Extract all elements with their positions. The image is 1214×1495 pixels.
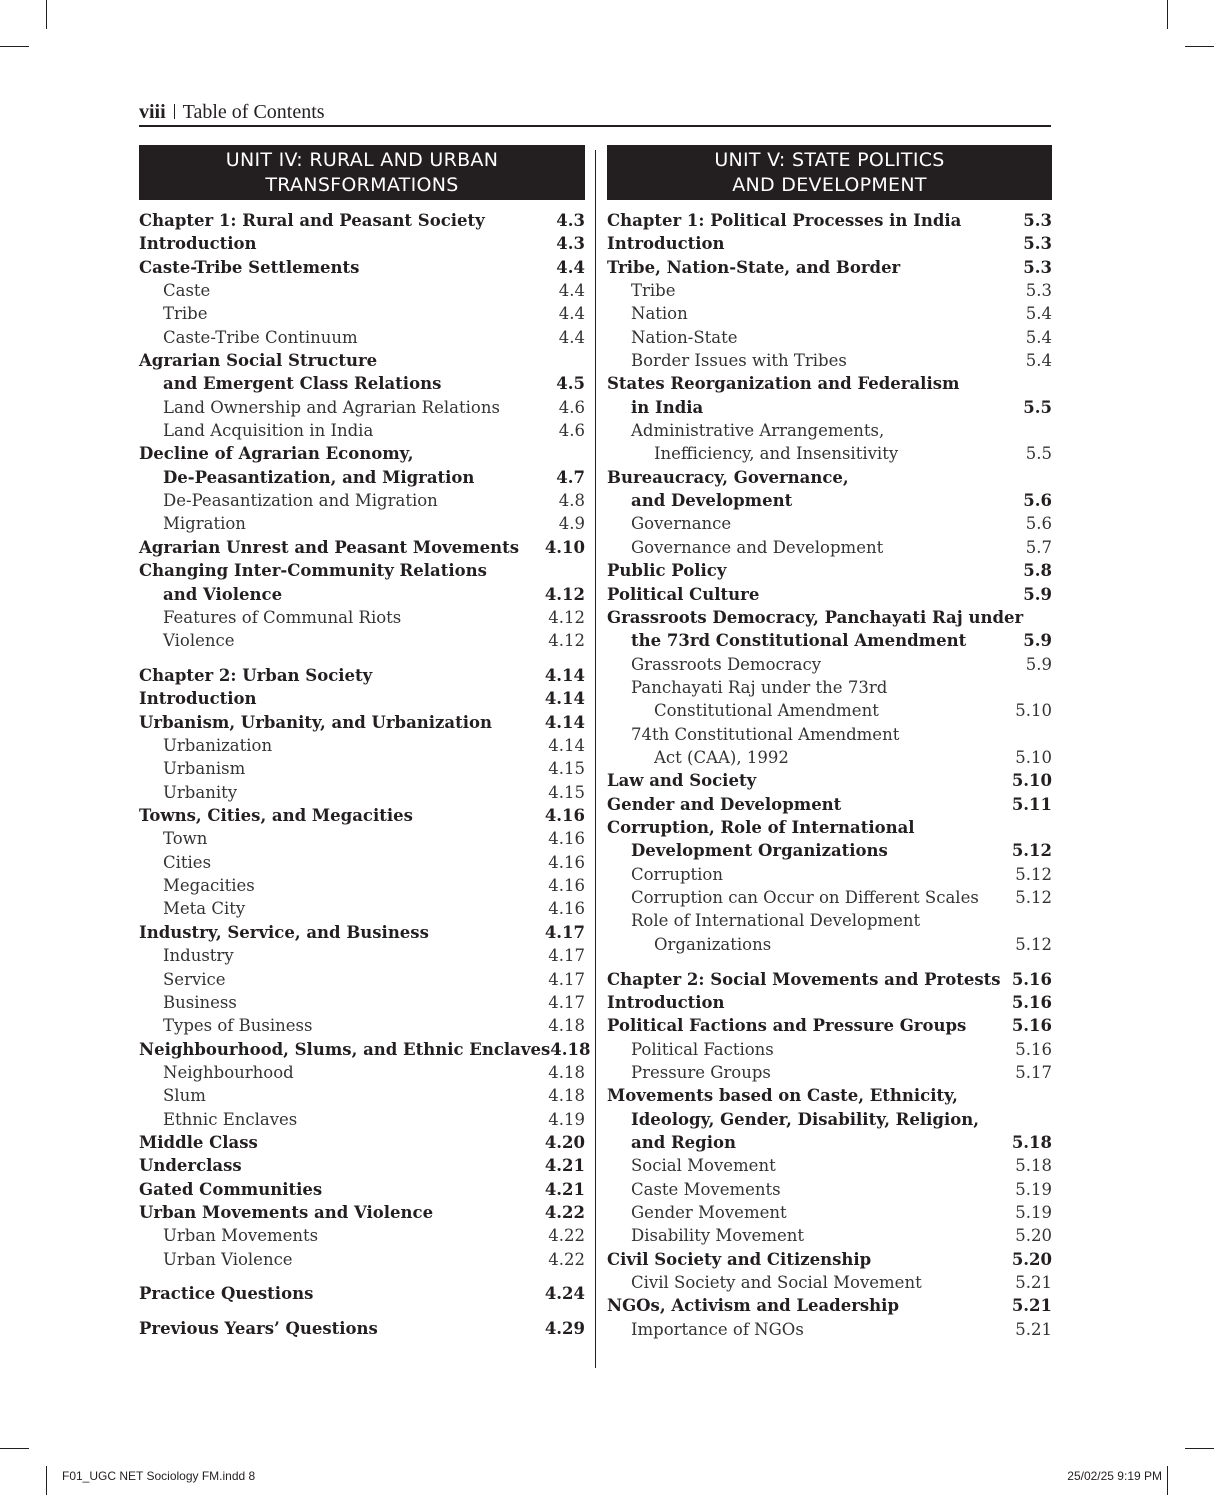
toc-page-number: 5.11	[1011, 794, 1052, 814]
toc-entry	[607, 816, 1052, 839]
toc-entry	[139, 664, 585, 687]
toc-entry	[607, 1271, 1052, 1294]
toc-page-number: 5.16	[1011, 992, 1052, 1012]
toc-entry-title: Bureaucracy, Governance,	[607, 467, 849, 487]
toc-entry-title: the 73rd Constitutional Amendment	[631, 631, 967, 651]
crop-mark	[1167, 1466, 1168, 1495]
toc-entry-title: Introduction	[607, 992, 725, 1012]
running-head	[139, 100, 1051, 124]
toc-entry-title: Gender Movement	[631, 1202, 787, 1222]
toc-entry-title: Megacities	[163, 876, 255, 896]
toc-entry	[139, 944, 585, 967]
toc-entry	[607, 512, 1052, 535]
toc-page-number: 4.16	[548, 852, 585, 872]
toc-entry	[139, 1201, 585, 1224]
toc-entry-title: Grassroots Democracy	[631, 654, 822, 674]
toc-entry-title: Tribe	[163, 304, 208, 324]
toc-entry-title: Neighbourhood, Slums, and Ethnic Enclaves	[139, 1039, 551, 1059]
toc-entry-title: Urban Movements and Violence	[139, 1202, 434, 1222]
toc-entry-title: Tribe	[631, 281, 676, 301]
toc-entry	[607, 1038, 1052, 1061]
toc-page-number: 4.4	[558, 281, 585, 301]
toc-entry	[607, 442, 1052, 465]
crop-mark	[1185, 1448, 1214, 1449]
toc-entry	[139, 991, 585, 1014]
toc-entry	[607, 1224, 1052, 1247]
toc-entry	[607, 1294, 1052, 1317]
toc-page-number: 4.29	[544, 1319, 585, 1339]
toc-entry-title: Administrative Arrangements,	[631, 421, 885, 441]
toc-page-number: 5.5	[1023, 397, 1052, 417]
toc-entry-title: Urbanism	[163, 759, 246, 779]
toc-entry-title: De-Peasantization and Migration	[163, 491, 438, 511]
toc-page-number: 5.3	[1023, 211, 1052, 230]
toc-page-number: 5.10	[1011, 771, 1052, 791]
toc-page-number: 4.4	[558, 304, 585, 324]
toc-entry	[139, 734, 585, 757]
toc-entry-title: Gated Communities	[139, 1179, 323, 1199]
toc-page-number: 5.5	[1025, 444, 1052, 464]
toc-entry	[139, 349, 585, 372]
toc-page-number: 4.18	[548, 1086, 585, 1106]
toc-entry-title: Political Factions	[631, 1039, 774, 1059]
toc-entry	[139, 1108, 585, 1131]
toc-entry	[139, 629, 585, 652]
toc-entry	[607, 1061, 1052, 1084]
toc-entry	[607, 769, 1052, 792]
toc-column-unit-iv	[139, 145, 591, 1341]
toc-entry-title: Grassroots Democracy, Panchayati Raj under	[607, 607, 1024, 627]
toc-entry-title: Gender and Development	[607, 794, 842, 814]
toc-entry	[607, 489, 1052, 512]
unit-title-line: AND DEVELOPMENT	[732, 173, 927, 196]
toc-page-number: 5.6	[1025, 514, 1052, 534]
toc-entry	[139, 827, 585, 850]
toc-entry	[139, 1282, 585, 1305]
toc-entry-title: Chapter 1: Political Processes in India	[607, 211, 962, 230]
toc-entry-title: Underclass	[139, 1156, 242, 1176]
toc-entry-title: Migration	[163, 514, 246, 534]
toc-entry-title: Civil Society and Citizenship	[607, 1249, 872, 1269]
toc-page-number: 4.14	[544, 666, 585, 686]
toc-entry	[139, 897, 585, 920]
toc-entry	[139, 442, 585, 465]
toc-entry-title: Middle Class	[139, 1132, 258, 1152]
crop-mark	[1167, 0, 1168, 29]
toc-entries	[139, 209, 591, 1341]
toc-entry	[139, 372, 585, 395]
toc-entry-title: Violence	[163, 631, 235, 651]
toc-page-number: 5.4	[1025, 327, 1052, 347]
toc-page-number: 5.19	[1015, 1202, 1052, 1222]
toc-entry	[139, 1061, 585, 1084]
toc-entry	[607, 1131, 1052, 1154]
toc-entry	[139, 256, 585, 279]
toc-entry	[607, 1248, 1052, 1271]
toc-page-number: 4.21	[544, 1179, 585, 1199]
toc-entry-title: Land Ownership and Agrarian Relations	[163, 397, 500, 417]
toc-page-number: 5.18	[1011, 1132, 1052, 1152]
toc-entry-title: Organizations	[654, 934, 772, 954]
toc-page-number: 4.16	[544, 806, 585, 826]
toc-entry	[607, 583, 1052, 606]
toc-page-number: 4.16	[548, 829, 585, 849]
toc-entry	[139, 1317, 585, 1340]
toc-page-number: 4.3	[556, 211, 585, 230]
toc-entry-title: Chapter 2: Social Movements and Protests	[607, 969, 1001, 989]
toc-page-number: 4.3	[556, 234, 585, 254]
toc-page-number: 5.9	[1023, 584, 1052, 604]
toc-entry	[139, 536, 585, 559]
toc-entry-title: Law and Society	[607, 771, 757, 791]
toc-entry-title: Role of International Development	[631, 911, 921, 931]
toc-entry-title: Practice Questions	[139, 1284, 314, 1304]
toc-entry-title: Nation-State	[631, 327, 738, 347]
toc-entry	[139, 583, 585, 606]
toc-entry-title: Disability Movement	[631, 1226, 804, 1246]
toc-page-number: 4.4	[556, 257, 585, 277]
crop-mark	[0, 46, 29, 47]
toc-entry-title: Chapter 2: Urban Society	[139, 666, 373, 686]
toc-entry-title: Constitutional Amendment	[654, 701, 879, 721]
toc-entry	[607, 676, 1052, 699]
toc-entry	[607, 372, 1052, 395]
toc-page-number: 4.7	[556, 467, 585, 487]
toc-page-number: 4.10	[544, 537, 585, 557]
toc-page-number: 4.22	[548, 1249, 585, 1269]
toc-entry-title: Importance of NGOs	[631, 1319, 804, 1339]
toc-entry	[607, 256, 1052, 279]
toc-entry-title: and Development	[631, 491, 793, 511]
toc-page-number: 5.10	[1015, 747, 1052, 767]
toc-entry-title: Town	[163, 829, 208, 849]
toc-page-number: 5.8	[1023, 561, 1052, 581]
toc-entry-title: Governance and Development	[631, 537, 884, 557]
toc-entry	[607, 1154, 1052, 1177]
toc-entry-title: Previous Years’ Questions	[139, 1319, 378, 1339]
toc-entry	[139, 1014, 585, 1037]
toc-entry-title: Changing Inter-Community Relations	[139, 561, 487, 581]
toc-page-number: 5.17	[1015, 1062, 1052, 1082]
toc-page-number: 5.4	[1025, 304, 1052, 324]
toc-page-number: 5.9	[1023, 631, 1052, 651]
toc-entry	[607, 839, 1052, 862]
toc-entry	[607, 863, 1052, 886]
toc-page-number: 5.20	[1011, 1249, 1052, 1269]
toc-entry	[607, 466, 1052, 489]
toc-entry	[139, 851, 585, 874]
toc-entry	[139, 396, 585, 419]
toc-entry	[607, 909, 1052, 932]
toc-page-number: 5.7	[1025, 537, 1052, 557]
toc-page-number: 4.17	[548, 969, 585, 989]
toc-entry-title: Movements based on Caste, Ethnicity,	[607, 1086, 958, 1106]
toc-entry	[607, 1201, 1052, 1224]
toc-page-number: 4.6	[558, 397, 585, 417]
toc-page-number: 4.5	[556, 374, 585, 394]
toc-entry	[607, 349, 1052, 372]
toc-page-number: 5.3	[1023, 257, 1052, 277]
toc-entry	[607, 396, 1052, 419]
toc-page-number: 4.24	[544, 1284, 585, 1304]
toc-page-number: 4.14	[544, 712, 585, 732]
toc-entry	[139, 757, 585, 780]
toc-entry-title: Slum	[163, 1086, 206, 1106]
toc-entry	[607, 968, 1052, 991]
toc-page-number: 5.9	[1025, 654, 1052, 674]
unit-title-line: UNIT IV: RURAL AND URBAN	[225, 148, 499, 171]
header-separator	[174, 104, 175, 119]
toc-page-number: 5.20	[1015, 1226, 1052, 1246]
toc-page-number: 5.16	[1015, 1039, 1052, 1059]
toc-entry	[139, 279, 585, 302]
toc-entry	[607, 629, 1052, 652]
toc-entry-title: Political Factions and Pressure Groups	[607, 1016, 967, 1036]
toc-entry-title: Agrarian Unrest and Peasant Movements	[139, 537, 520, 557]
toc-page-number: 4.17	[548, 946, 585, 966]
toc-entry-title: Caste-Tribe Settlements	[139, 257, 360, 277]
toc-entry-title: Towns, Cities, and Megacities	[139, 806, 413, 826]
slug-date-time: 25/02/25 9:19 PM	[1067, 1469, 1162, 1483]
toc-page-number: 5.3	[1023, 234, 1052, 254]
unit-title-line: UNIT V: STATE POLITICS	[714, 148, 945, 171]
toc-page-number: 5.21	[1015, 1319, 1052, 1339]
crop-mark	[46, 0, 47, 29]
toc-entry-title: Political Culture	[607, 584, 760, 604]
toc-entry-title: Social Movement	[631, 1156, 776, 1176]
toc-entry	[607, 793, 1052, 816]
toc-entry	[607, 1108, 1052, 1131]
toc-entry-title: Introduction	[139, 234, 257, 254]
toc-entry	[607, 559, 1052, 582]
toc-page-number: 4.12	[548, 607, 585, 627]
toc-entry	[139, 1038, 591, 1061]
toc-entry-title: Governance	[631, 514, 732, 534]
toc-page-number: 5.16	[1011, 969, 1052, 989]
toc-entry	[607, 279, 1052, 302]
toc-entry	[607, 991, 1052, 1014]
toc-entry-title: Border Issues with Tribes	[631, 351, 847, 371]
toc-page-number: 4.6	[558, 421, 585, 441]
toc-page-number: 4.16	[548, 899, 585, 919]
toc-entry-title: Caste-Tribe Continuum	[163, 327, 358, 347]
toc-entry	[607, 1178, 1052, 1201]
unit-title-line: TRANSFORMATIONS	[265, 173, 459, 196]
toc-entry	[139, 1248, 585, 1271]
toc-entry-title: Act (CAA), 1992	[654, 747, 789, 767]
toc-page-number: 5.12	[1015, 887, 1052, 907]
toc-entry-title: Ideology, Gender, Disability, Religion,	[631, 1109, 979, 1129]
toc-entry	[607, 886, 1052, 909]
toc-entry-title: and Region	[631, 1132, 736, 1152]
toc-page-number: 4.17	[548, 992, 585, 1012]
toc-page-number: 4.15	[548, 782, 585, 802]
toc-page-number: 5.12	[1015, 864, 1052, 884]
toc-page-number: 4.16	[548, 876, 585, 896]
toc-page-number: 4.18	[550, 1039, 591, 1059]
toc-page-number: 4.18	[548, 1062, 585, 1082]
toc-entry-title: Public Policy	[607, 561, 727, 581]
toc-page-number: 4.21	[544, 1156, 585, 1176]
toc-page-number: 5.19	[1015, 1179, 1052, 1199]
toc-page-number: 5.16	[1011, 1016, 1052, 1036]
toc-page-number: 4.12	[548, 631, 585, 651]
toc-entry-title: Tribe, Nation-State, and Border	[607, 257, 901, 277]
toc-page-number: 4.15	[548, 759, 585, 779]
toc-entry	[139, 804, 585, 827]
toc-entry-title: Inefficiency, and Insensitivity	[654, 444, 899, 464]
toc-page-number: 4.20	[544, 1132, 585, 1152]
toc-entry-title: Industry, Service, and Business	[139, 922, 429, 942]
column-divider	[595, 150, 596, 1368]
toc-page-number: 5.21	[1011, 1296, 1052, 1316]
toc-page-number: 4.14	[548, 736, 585, 756]
toc-entry-title: States Reorganization and Federalism	[607, 374, 960, 394]
toc-entry-title: Service	[163, 969, 226, 989]
toc-entry	[139, 1084, 585, 1107]
crop-mark	[46, 1466, 47, 1495]
toc-entry	[139, 921, 585, 944]
toc-entry-title: Civil Society and Social Movement	[631, 1272, 922, 1292]
toc-entry	[139, 606, 585, 629]
toc-entry-title: Chapter 1: Rural and Peasant Society	[139, 211, 485, 230]
toc-entry-title: Caste	[163, 281, 211, 301]
toc-entry-title: Agrarian Social Structure	[139, 351, 378, 371]
toc-entry	[607, 232, 1052, 255]
toc-entry	[139, 1154, 585, 1177]
toc-entry	[607, 606, 1052, 629]
unit-iv-title-box	[139, 145, 585, 200]
toc-entry	[607, 1318, 1052, 1341]
toc-entry	[607, 653, 1052, 676]
toc-page-number: 4.9	[558, 514, 585, 534]
toc-entry	[607, 933, 1052, 956]
toc-page-number: 5.3	[1025, 281, 1052, 301]
toc-entry	[139, 512, 585, 535]
toc-entry-title: Decline of Agrarian Economy,	[139, 444, 414, 464]
toc-entry-title: Business	[163, 992, 237, 1012]
toc-page-number: 4.4	[558, 327, 585, 347]
toc-page-number: 5.10	[1015, 701, 1052, 721]
toc-page-number: 4.17	[544, 922, 585, 942]
toc-column-unit-v	[607, 145, 1052, 1341]
toc-page-number: 4.22	[544, 1202, 585, 1222]
toc-entry-title: Ethnic Enclaves	[163, 1109, 298, 1129]
toc-entry	[607, 302, 1052, 325]
toc-entry	[139, 711, 585, 734]
toc-entry	[607, 723, 1052, 746]
crop-mark	[0, 1448, 29, 1449]
toc-entry	[139, 326, 585, 349]
toc-entry-title: Urban Violence	[163, 1249, 293, 1269]
toc-entry	[607, 699, 1052, 722]
toc-entry-title: Panchayati Raj under the 73rd	[631, 677, 888, 697]
toc-page-number: 4.19	[548, 1109, 585, 1129]
toc-entry-title: Land Acquisition in India	[163, 421, 374, 441]
toc-page-number: 4.22	[548, 1226, 585, 1246]
toc-entry-title: Nation	[631, 304, 688, 324]
toc-entry	[139, 302, 585, 325]
toc-entry	[607, 536, 1052, 559]
toc-page-number: 5.6	[1023, 491, 1052, 511]
toc-entry	[607, 209, 1052, 232]
toc-entry-title: Caste Movements	[631, 1179, 781, 1199]
toc-entry-title: Urban Movements	[163, 1226, 319, 1246]
toc-entry	[139, 781, 585, 804]
toc-entry	[139, 874, 585, 897]
toc-entry-title: NGOs, Activism and Leadership	[607, 1296, 899, 1316]
toc-entry-title: Corruption	[631, 864, 723, 884]
toc-entry	[607, 419, 1052, 442]
toc-entry	[139, 1131, 585, 1154]
toc-entry	[607, 326, 1052, 349]
toc-page-number: 5.4	[1025, 351, 1052, 371]
toc-entry-title: Development Organizations	[631, 841, 888, 861]
toc-page-number: 4.12	[544, 584, 585, 604]
toc-entry-title: De-Peasantization, and Migration	[163, 467, 475, 487]
toc-entry	[139, 209, 585, 232]
toc-entry-title: in India	[631, 397, 704, 417]
toc-entry-title: Meta City	[163, 899, 246, 919]
toc-entry-title: Neighbourhood	[163, 1062, 294, 1082]
toc-entry	[139, 1178, 585, 1201]
toc-entry-title: Corruption can Occur on Different Scales	[631, 887, 979, 907]
toc-entries	[607, 209, 1052, 1341]
unit-v-title-box	[607, 145, 1052, 200]
toc-entry-title: and Emergent Class Relations	[163, 374, 442, 394]
header-rule	[139, 125, 1051, 127]
toc-entry-title: Cities	[163, 852, 212, 872]
slug-file-name: F01_UGC NET Sociology FM.indd 8	[62, 1469, 256, 1483]
toc-entry	[139, 968, 585, 991]
toc-page-number: 5.21	[1015, 1272, 1052, 1292]
toc-entry	[139, 466, 585, 489]
toc-entry	[607, 746, 1052, 769]
page-folio: viii	[139, 101, 166, 123]
toc-entry	[139, 489, 585, 512]
toc-entry-title: Introduction	[139, 689, 257, 709]
toc-entry-title: Corruption, Role of International	[607, 817, 915, 837]
toc-entry-title: Urbanity	[163, 782, 238, 802]
toc-entry	[139, 419, 585, 442]
toc-entry-title: Types of Business	[163, 1016, 313, 1036]
toc-entry-title: 74th Constitutional Amendment	[631, 724, 900, 744]
toc-page-number: 4.14	[544, 689, 585, 709]
toc-entry	[139, 687, 585, 710]
toc-page-number: 5.18	[1015, 1156, 1052, 1176]
toc-page-number: 4.8	[558, 491, 585, 511]
toc-entry	[139, 232, 585, 255]
toc-entry-title: Urbanism, Urbanity, and Urbanization	[139, 712, 493, 732]
running-head-title: Table of Contents	[182, 101, 325, 123]
toc-entry-title: Urbanization	[163, 736, 273, 756]
toc-entry-title: Features of Communal Riots	[163, 607, 402, 627]
crop-mark	[1185, 46, 1214, 47]
toc-page-number: 5.12	[1011, 841, 1052, 861]
toc-entry-title: Pressure Groups	[631, 1062, 771, 1082]
toc-entry	[607, 1084, 1052, 1107]
toc-entry	[139, 1224, 585, 1247]
toc-page-number: 5.12	[1015, 934, 1052, 954]
toc-entry-title: Introduction	[607, 234, 725, 254]
toc-page-number: 4.18	[548, 1016, 585, 1036]
toc-entry-title: and Violence	[163, 584, 283, 604]
toc-entry	[607, 1014, 1052, 1037]
toc-entry-title: Industry	[163, 946, 234, 966]
toc-entry	[139, 559, 585, 582]
